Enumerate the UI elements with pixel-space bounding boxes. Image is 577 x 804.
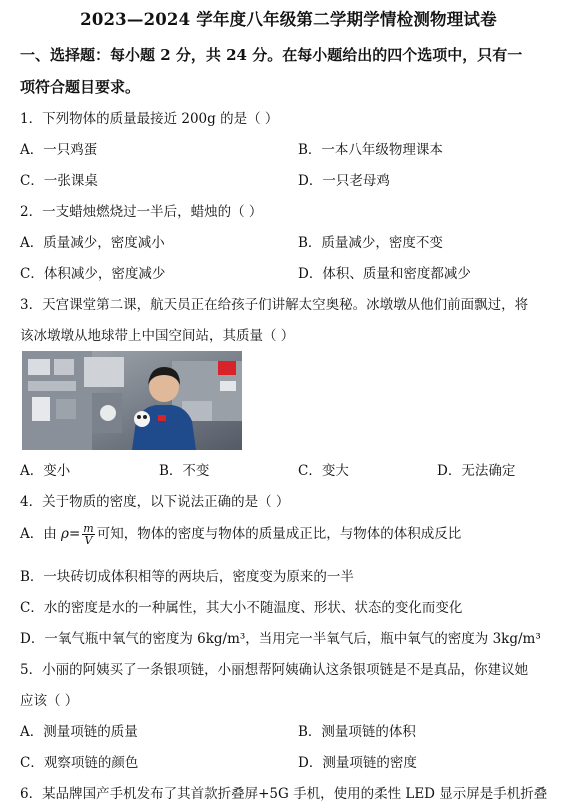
question-5-option-b: B．测量项链的体积 xyxy=(298,724,416,740)
question-5-option-c: C．观察项链的颜色 xyxy=(20,755,139,771)
question-5-stem-line1: 5．小丽的阿姨买了一条银项链，小丽想帮阿姨确认这条银项链是不是真品，你建议她 xyxy=(20,662,529,678)
question-1-option-d: D．一只老母鸡 xyxy=(298,173,390,189)
astronaut-photo-illustration xyxy=(22,351,242,450)
question-2-option-b: B．质量减少，密度不变 xyxy=(298,235,443,251)
question-4-option-c: C．水的密度是水的一种属性，其大小不随温度、形状、状态的变化而变化 xyxy=(20,600,463,616)
question-5-stem-line2: 应该（ ） xyxy=(20,693,79,709)
question-3-stem-line1: 3．天宫课堂第二课，航天员正在给孩子们讲解太空奥秘。冰墩墩从他们前面飘过，将 xyxy=(20,297,529,313)
exam-title: 2023—2024 学年度八年级第二学期学情检测物理试卷 xyxy=(80,10,497,29)
fraction-numerator: m xyxy=(83,522,94,535)
question-2-option-a: A．质量减少，密度减小 xyxy=(20,235,165,251)
question-1-stem: 1．下列物体的质量最接近 200g 的是（ ） xyxy=(20,111,279,127)
astronaut-classroom-photo xyxy=(22,351,242,450)
question-2-stem: 2．一支蜡烛燃烧过一半后，蜡烛的（ ） xyxy=(20,204,263,220)
question-6-stem: 6．某品牌国产手机发布了其首款折叠屏+5G 手机，使用的柔性 LED 显示屏是手机折叠 xyxy=(20,786,548,802)
question-4-option-a xyxy=(20,522,461,546)
question-3-option-d: D．无法确定 xyxy=(437,463,516,479)
question-1-option-b: B．一本八年级物理课本 xyxy=(298,142,443,158)
question-4-option-b: B．一块砖切成体积相等的两块后，密度变为原来的一半 xyxy=(20,569,354,585)
question-2-option-c: C．体积减少，密度减少 xyxy=(20,266,166,282)
question-4-stem: 4．关于物质的密度，以下说法正确的是（ ） xyxy=(20,494,290,510)
question-3-option-b: B．不变 xyxy=(159,463,210,479)
question-4-option-d: D．一氧气瓶中氧气的密度为 6kg/m³，当用完一半氧气后，瓶中氧气的密度为 3kg/m³ xyxy=(20,631,541,647)
rho-symbol: ρ xyxy=(61,526,69,542)
question-5-option-a: A．测量项链的质量 xyxy=(20,724,138,740)
equals-sign: = xyxy=(68,526,81,542)
section-heading-line2: 项符合题目要求。 xyxy=(20,78,141,96)
density-formula-fraction xyxy=(82,523,94,546)
question-1-option-a: A．一只鸡蛋 xyxy=(20,142,98,158)
question-1-option-c: C．一张课桌 xyxy=(20,173,98,189)
question-3-option-a: A．变小 xyxy=(20,463,71,479)
question-3-stem-line2: 该冰墩墩从地球带上中国空间站，其质量（ ） xyxy=(20,328,295,344)
section-heading-line1: 一、选择题：每小题 2 分，共 24 分。在每小题给出的四个选项中，只有一 xyxy=(20,46,523,64)
question-4-option-a-prefix: A．由 xyxy=(20,526,62,542)
question-4-option-a-text: 可知，物体的密度与物体的质量成正比，与物体的体积成反比 xyxy=(96,526,462,542)
question-5-option-d: D．测量项链的密度 xyxy=(298,755,417,771)
fraction-denominator: V xyxy=(84,534,93,547)
question-2-option-d: D．体积、质量和密度都减少 xyxy=(298,266,471,282)
question-3-option-c: C．变大 xyxy=(298,463,349,479)
